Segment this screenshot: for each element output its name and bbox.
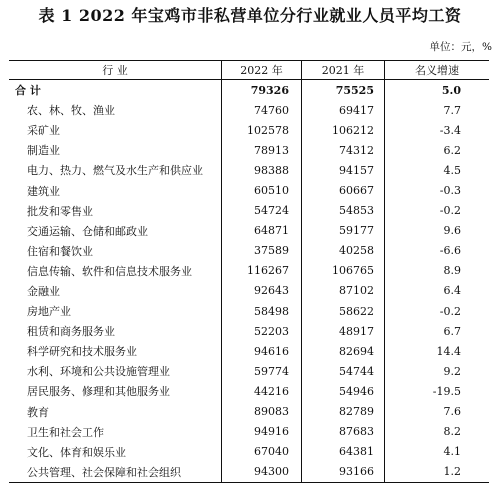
industry-cell: 电力、热力、燃气及水生产和供应业 [27, 164, 203, 178]
growth-cell: 8.2 [384, 422, 489, 442]
growth-cell: 7.6 [384, 402, 489, 422]
growth-cell: 14.4 [384, 341, 489, 361]
wage-2021-cell: 59177 [301, 221, 384, 241]
industry-cell: 农、林、牧、渔业 [27, 104, 115, 118]
growth-cell: 4.1 [384, 442, 489, 462]
industry-cell: 合 计 [15, 84, 41, 98]
wage-2022-cell: 64871 [221, 221, 301, 241]
table-row [9, 462, 489, 482]
industry-cell: 信息传输、软件和信息技术服务业 [27, 264, 192, 278]
wage-2022-cell: 52203 [221, 321, 301, 341]
table-row [9, 160, 489, 180]
unit-note: 单位：元，% [429, 41, 492, 53]
wage-2022-cell: 102578 [221, 120, 301, 140]
table-row [9, 201, 489, 221]
wage-table [9, 60, 489, 483]
table-row [9, 281, 489, 301]
industry-cell: 批发和零售业 [27, 204, 93, 218]
wage-2022-cell: 59774 [221, 361, 301, 381]
table-row [9, 402, 489, 422]
table-row [9, 361, 489, 381]
table-header-row [9, 61, 489, 80]
growth-cell: 6.4 [384, 281, 489, 301]
growth-cell: 1.2 [384, 462, 489, 482]
table-row [9, 301, 489, 321]
table-row [9, 120, 489, 140]
industry-cell: 采矿业 [27, 124, 60, 138]
growth-cell: 6.7 [384, 321, 489, 341]
wage-2021-cell: 106765 [301, 261, 384, 281]
wage-2021-cell: 82789 [301, 402, 384, 422]
header-industry: 行 业 [102, 64, 128, 77]
wage-2021-cell: 69417 [301, 100, 384, 120]
growth-cell: 6.2 [384, 140, 489, 160]
industry-cell: 建筑业 [27, 184, 60, 198]
wage-2021-cell: 87102 [301, 281, 384, 301]
growth-cell: -0.2 [384, 201, 489, 221]
wage-2022-cell: 116267 [221, 261, 301, 281]
industry-cell: 租赁和商务服务业 [27, 325, 115, 339]
wage-2022-cell: 67040 [221, 442, 301, 462]
table-row [9, 341, 489, 361]
wage-2022-cell: 94300 [221, 462, 301, 482]
growth-cell: 7.7 [384, 100, 489, 120]
industry-cell: 卫生和社会工作 [27, 425, 104, 439]
wage-2022-cell: 74760 [221, 100, 301, 120]
growth-cell: -19.5 [384, 381, 489, 401]
wage-2021-cell: 60667 [301, 180, 384, 200]
wage-2022-cell: 78913 [221, 140, 301, 160]
industry-cell: 居民服务、修理和其他服务业 [27, 385, 170, 399]
table-row [9, 321, 489, 341]
wage-2022-cell: 98388 [221, 160, 301, 180]
wage-2021-cell: 74312 [301, 140, 384, 160]
industry-cell: 制造业 [27, 144, 60, 158]
wage-2021-cell: 75525 [301, 80, 384, 100]
industry-cell: 住宿和餐饮业 [27, 244, 93, 258]
wage-2022-cell: 37589 [221, 241, 301, 261]
wage-2021-cell: 87683 [301, 422, 384, 442]
industry-cell: 公共管理、社会保障和社会组织 [27, 465, 181, 479]
wage-2021-cell: 94157 [301, 160, 384, 180]
industry-cell: 水利、环境和公共设施管理业 [27, 365, 170, 379]
industry-cell: 交通运输、仓储和邮政业 [27, 224, 148, 238]
header-growth: 名义增速 [384, 61, 489, 79]
industry-cell: 文化、体育和娱乐业 [27, 445, 126, 459]
table-row [9, 140, 489, 160]
wage-2021-cell: 82694 [301, 341, 384, 361]
wage-2021-cell: 54744 [301, 361, 384, 381]
table-body [9, 80, 489, 482]
header-2022: 2022 年 [221, 61, 301, 79]
wage-2021-cell: 64381 [301, 442, 384, 462]
growth-cell: -0.3 [384, 180, 489, 200]
wage-2022-cell: 58498 [221, 301, 301, 321]
wage-2021-cell: 93166 [301, 462, 384, 482]
wage-2022-cell: 79326 [221, 80, 301, 100]
wage-2022-cell: 89083 [221, 402, 301, 422]
table-row [9, 381, 489, 401]
growth-cell: -3.4 [384, 120, 489, 140]
industry-cell: 金融业 [27, 284, 60, 298]
wage-2021-cell: 58622 [301, 301, 384, 321]
wage-2021-cell: 48917 [301, 321, 384, 341]
growth-cell: 5.0 [384, 80, 489, 100]
wage-2022-cell: 60510 [221, 180, 301, 200]
table-row [9, 261, 489, 281]
table-row [9, 100, 489, 120]
growth-cell: -0.2 [384, 301, 489, 321]
wage-2021-cell: 40258 [301, 241, 384, 261]
table-row [9, 221, 489, 241]
wage-2022-cell: 94916 [221, 422, 301, 442]
table-row [9, 442, 489, 462]
wage-2021-cell: 54946 [301, 381, 384, 401]
table-row [9, 180, 489, 200]
wage-2022-cell: 54724 [221, 201, 301, 221]
wage-2021-cell: 106212 [301, 120, 384, 140]
growth-cell: -6.6 [384, 241, 489, 261]
wage-2022-cell: 92643 [221, 281, 301, 301]
table-title: 表 1 2022 年宝鸡市非私营单位分行业就业人员平均工资 [38, 6, 462, 25]
growth-cell: 8.9 [384, 261, 489, 281]
industry-cell: 科学研究和技术服务业 [27, 345, 137, 359]
table-row [9, 241, 489, 261]
wage-2021-cell: 54853 [301, 201, 384, 221]
table-row-total [9, 80, 489, 100]
table-row [9, 422, 489, 442]
header-2021: 2021 年 [301, 61, 384, 79]
industry-cell: 教育 [27, 405, 49, 419]
growth-cell: 9.6 [384, 221, 489, 241]
wage-2022-cell: 94616 [221, 341, 301, 361]
industry-cell: 房地产业 [27, 305, 71, 319]
wage-2022-cell: 44216 [221, 381, 301, 401]
growth-cell: 4.5 [384, 160, 489, 180]
growth-cell: 9.2 [384, 361, 489, 381]
